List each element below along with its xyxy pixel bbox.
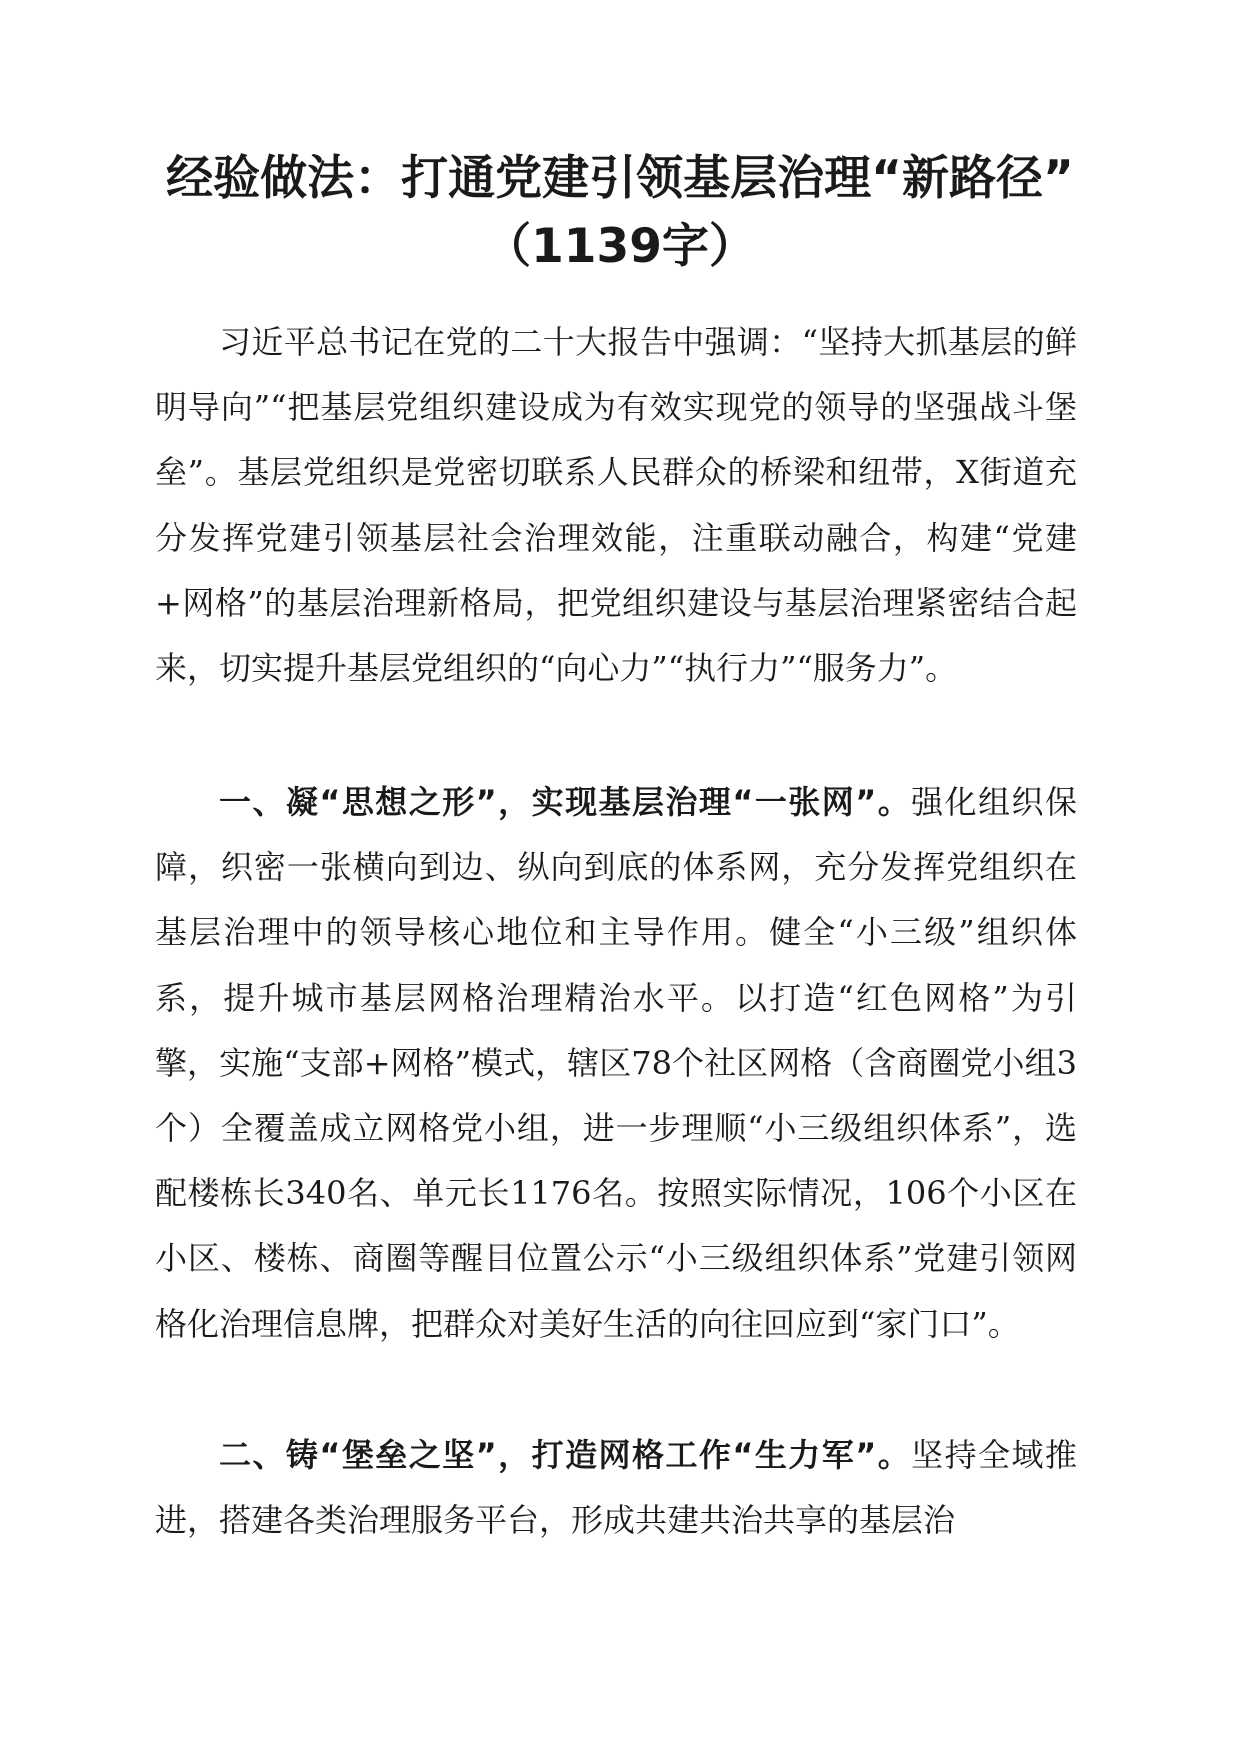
section-2-paragraph	[155, 1423, 1077, 1553]
section-1-paragraph	[155, 770, 1077, 1357]
document-subtitle-word-count: （1139字）	[484, 219, 756, 274]
document-title: 经验做法：打通党建引领基层治理“新路径”	[166, 151, 1074, 206]
section-2-body: 坚持全域推进，搭建各类治理服务平台，形成共建共治共享的基层治	[155, 1436, 1077, 1540]
section-1-heading: 一、凝“思想之形”，实现基层治理“一张网”。	[219, 783, 912, 821]
section-2-heading: 二、铸“堡垒之坚”，打造网格工作“生力军”。	[219, 1436, 912, 1474]
intro-paragraph: 习近平总书记在党的二十大报告中强调：“坚持大抓基层的鲜明导向”“把基层党组织建设成为有效实现党的领导的坚强战斗堡垒”。基层党组织是党密切联系人民群众的桥梁和纽带，X街道充分发挥党建引领基层社会治理效能，注重联动融合，构建“党建+网格”的基层治理新格局，把党组织建设与基层治理紧密结合起来，切实提升基层党组织的“向心力”“执行力”“服务力”。	[155, 323, 1077, 688]
section-1-body: 强化组织保障，织密一张横向到边、纵向到底的体系网，充分发挥党组织在基层治理中的领导核心地位和主导作用。健全“小三级”组织体系，提升城市基层网格治理精治水平。以打造“红色网格”为引擎，实施“支部+网格”模式，辖区78个社区网格（含商圈党小组3个）全覆盖成立网格党小组，进一步理顺“小三级组织体系”，选配楼栋长340名、单元长1176名。按照实际情况，106个小区在小区、楼栋、商圈等醒目位置公示“小三级组织体系”党建引领网格化治理信息牌，把群众对美好生活的向往回应到“家门口”。	[155, 783, 1077, 1343]
